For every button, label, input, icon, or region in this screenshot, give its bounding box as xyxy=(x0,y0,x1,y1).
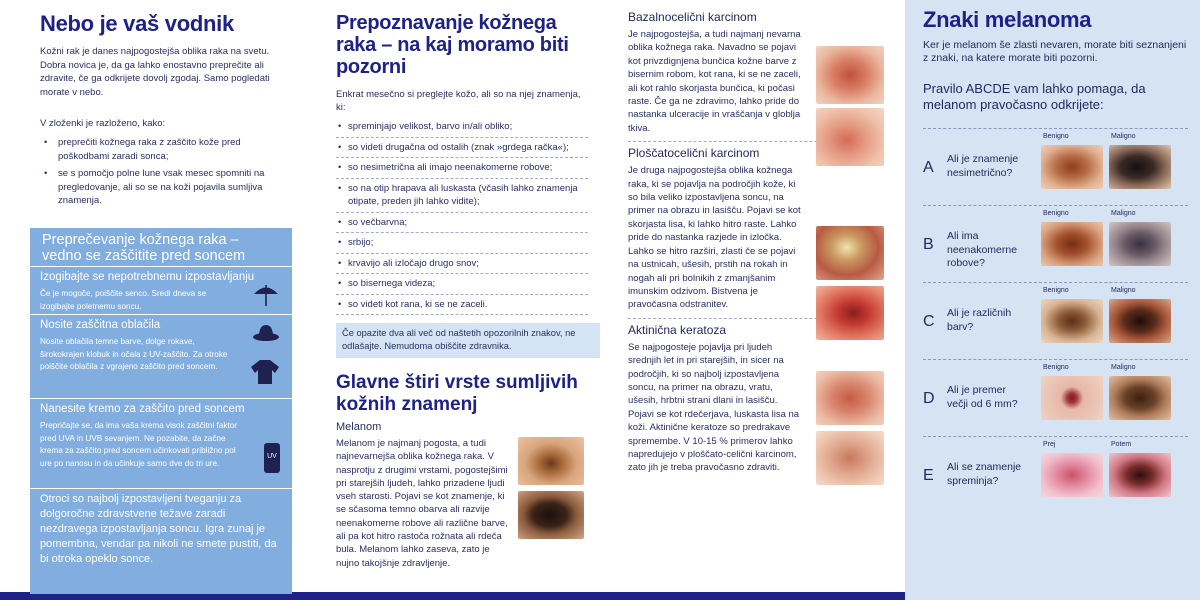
melanoma-title: Melanom xyxy=(336,421,382,433)
melanoma-photo xyxy=(518,491,584,539)
abcde-table xyxy=(923,128,1188,513)
section-title: Bazalnocelični karcinom xyxy=(628,10,757,24)
abcde-letter: B xyxy=(923,236,934,254)
list-item: • so večbarvna; xyxy=(336,213,588,234)
how-text: V zloženki je razloženo, kako: xyxy=(40,118,166,129)
benign-label: Benigno xyxy=(1043,133,1069,141)
prevention-section-sunscreen xyxy=(30,398,292,488)
benign-label: Benigno xyxy=(1043,210,1069,218)
column-melanoma-signs xyxy=(905,0,1200,600)
warning-callout: Če opazite dva ali več od naštetih opozorilnih znakov, ne odlašajte. Nemudoma obiščite zdravnika. xyxy=(336,323,600,358)
section-title: Otroci so najbolj izpostavljeni tveganju za dolgoročne zdravstvene težave zaradi nezdravega izpostavljanja soncu. Igra zunaj je pomembna, vendar pa nikoli ne smete pustiti, da bi otroka opeklo sonce. xyxy=(40,493,277,565)
abcde-question: Ali je znamenje nesimetrično? xyxy=(947,153,1019,179)
melanoma-block xyxy=(336,437,588,570)
before-label: Prej xyxy=(1043,441,1056,449)
melanoma-photo xyxy=(518,437,584,485)
section-title: Aktinična keratoza xyxy=(628,322,727,337)
prevention-section-children xyxy=(30,488,292,578)
abcde-row xyxy=(923,282,1188,359)
malignant-mole-photo xyxy=(1109,376,1171,420)
section-body: Prepričajte se, da ima vaša krema visok zaščitni faktor pred UVA in UVB sevanjem. Ne pozabite, da začne krema za zaščito pred soncem učinkovati približno pol ure po nanosu in da učinkuje samo dve do tri ure. xyxy=(40,421,238,468)
abcde-letter: A xyxy=(923,159,934,177)
malignant-mole-photo xyxy=(1109,145,1171,189)
hat-icon xyxy=(252,321,280,343)
page-title: Nebo je vaš vodnik xyxy=(40,11,234,36)
list-item: • so na otip hrapava ali luskasta (včasih lahko znamenja otipate, preden jih lahko vidite); xyxy=(336,179,588,213)
section-title: Nanesite kremo za zaščito pred soncem xyxy=(40,403,245,415)
malignant-mole-photo xyxy=(1109,299,1171,343)
section-text: Je druga najpogostejša oblika kožnega raka, ki se pojavlja na področjih kože, ki so bila veliko izpostavljena soncu, na primer na obrazu in lasišču. Pojavi se kot skorjasta lisa, ki lahko hitro raste. Lahko pride do nastanka razjede in izločka. Lahko se hitro razširi, zlasti če se pojavi na ustnicah, ušesih, prstih na rokah in nogah ali pri bolnikih z zmanjšanim imunskim odzivom. Bistvena je pravočasna odstranitev. xyxy=(628,165,801,311)
benign-mole-photo xyxy=(1041,145,1103,189)
malignant-label: Maligno xyxy=(1111,364,1136,372)
after-label: Potem xyxy=(1111,441,1132,449)
abcde-letter: D xyxy=(923,390,935,408)
lead-text: Enkrat mesečno si preglejte kožo, ali so na njej znamenja, ki: xyxy=(336,89,581,113)
section-body: Če je mogoče, poiščite senco. Sredi dneva se izogibajte poletnemu soncu. xyxy=(40,289,207,311)
abcde-rule-text: Pravilo ABCDE vam lahko pomaga, da melanom pravočasno odkrijete: xyxy=(923,81,1146,113)
section-heading: Znaki melanoma xyxy=(923,7,1092,32)
section-title: Izogibajte se nepotrebnemu izpostavljanju xyxy=(40,271,255,283)
abcde-letter: E xyxy=(923,467,934,485)
benign-label: Benigno xyxy=(1043,364,1069,372)
how-list xyxy=(40,136,286,208)
column-recognition xyxy=(304,0,600,600)
list-item: • so bisernega videza; xyxy=(336,274,588,295)
intro-text: Kožni rak je danes najpogostejša oblika raka na svetu. Dobra novica je, da ga lahko enostavno preprečite ali zdravite, če ga odkrijete dovolj zgodaj. Samo pogledati morate v nebo. xyxy=(40,46,270,98)
section-title: Ploščatocelični karcinom xyxy=(628,146,760,161)
prevention-heading: Preprečevanje kožnega raka – vedno se zaščitite pred soncem xyxy=(42,232,246,264)
list-item: • so nesimetrična ali imajo neenakomerne robove; xyxy=(336,158,588,179)
shirt-icon xyxy=(250,359,280,385)
squamous-cell-section xyxy=(628,146,889,311)
sunscreen-icon: UV xyxy=(264,443,280,473)
abcde-row xyxy=(923,359,1188,436)
prevention-box xyxy=(30,228,292,594)
column-carcinomas xyxy=(600,0,905,600)
warning-signs-list xyxy=(336,117,588,315)
lead-text: Ker je melanom še zlasti nevaren, morate biti seznanjeni z znaki, na katere morate biti pozorni. xyxy=(923,39,1187,65)
prevention-section-shade xyxy=(30,266,292,314)
actinic-keratosis-section xyxy=(628,323,889,475)
umbrella-icon xyxy=(252,281,280,307)
malignant-label: Maligno xyxy=(1111,287,1136,295)
malignant-label: Maligno xyxy=(1111,133,1136,141)
malignant-mole-photo xyxy=(1109,222,1171,266)
section-heading: Glavne štiri vrste sumljivih kožnih znamenj xyxy=(336,372,578,415)
actinic-keratosis-photo xyxy=(816,431,884,485)
benign-mole-photo xyxy=(1041,222,1103,266)
prevention-section-clothing xyxy=(30,314,292,398)
basal-cell-section xyxy=(628,10,889,135)
abcde-question: Ali je premer večji od 6 mm? xyxy=(947,384,1018,410)
basal-cell-photo xyxy=(816,46,884,104)
abcde-row xyxy=(923,128,1188,205)
abcde-row xyxy=(923,205,1188,282)
malignant-label: Maligno xyxy=(1111,210,1136,218)
list-item: • srbijo; xyxy=(336,233,588,254)
section-title: Nosite zaščitna oblačila xyxy=(40,319,161,331)
benign-label: Benigno xyxy=(1043,287,1069,295)
before-mole-photo xyxy=(1041,453,1103,497)
benign-mole-photo xyxy=(1041,376,1103,420)
actinic-keratosis-photo xyxy=(816,371,884,425)
list-item: • preprečiti kožnega raka z zaščito kože pred poškodbami zaradi sonca; xyxy=(40,136,286,163)
list-item: • krvavijo ali izločajo drugo snov; xyxy=(336,254,588,275)
section-body: Nosite oblačila temne barve, dolge rokave, širokokrajen klobuk in očala z UV-zaščito. Za otroke poiščite oblačila z vgrajeno zaščito pred soncem. xyxy=(40,337,228,371)
section-text: Je najpogostejša, a tudi najmanj nevarna oblika kožnega raka. Navadno se pojavi kot privzdignjena bunčica kožne barve z bisernim robom, kot rana, ki se ne zaceli, ali kot rahlo skorjasta bunčica, ki počasi raste. Če ga ne zdravimo, lahko pride do nastanka ulceracije in vraščanja v globlja tkiva. xyxy=(628,29,801,134)
list-item: • so videti kot rana, ki se ne zaceli. xyxy=(336,295,588,316)
squamous-cell-photo xyxy=(816,226,884,280)
abcde-question: Ali se znamenje spreminja? xyxy=(947,461,1022,487)
abcde-question: Ali ima neenakomerne robove? xyxy=(947,230,1018,270)
section-text: Se najpogosteje pojavlja pri ljudeh srednjih let in pri starejših, in sicer na področjih, ki so najbolj izpostavljena soncu, na primer na obrazu, vratu, ušesih, hrbtni strani dlani in lasišču. Pojavi se kot rdečerjava, luskasta lisa na koži. Aktinične keratoze so predrakave spremembe. V 10-15 % primerov lahko napredujejo v ploščato-celični karcinom, zato jih je treba pravočasno zdraviti. xyxy=(628,341,800,474)
list-item: • se s pomočjo polne lune vsak mesec spomniti na pregledovanje, ali so se na koži pojavila sumljiva znamenja. xyxy=(40,167,286,208)
benign-mole-photo xyxy=(1041,299,1103,343)
melanoma-text: Melanom je najmanj pogosta, a tudi najnevarnejša oblika kožnega raka. V nasprotju z drugimi vrstami, pogostejšimi pri starejših ljudeh, lahko prizadene ljudi vseh starosti. Pojavi se kot znamenje, ki se sčasoma temno obarva ali razvije neenakomerne robove ali različne barve, ali pa kot hitro rastoča rožnata ali rdeča bula. Melanom lahko zaseva, zato je nujno takojšnje zdravljenje. xyxy=(336,438,508,569)
after-mole-photo xyxy=(1109,453,1171,497)
abcde-row xyxy=(923,436,1188,513)
abcde-letter: C xyxy=(923,313,935,331)
abcde-question: Ali je različnih barv? xyxy=(947,307,1012,333)
list-item: • so videti drugačna od ostalih (znak »grdega račka«); xyxy=(336,138,588,159)
list-item: • spreminjajo velikost, barvo in/ali obliko; xyxy=(336,117,588,138)
section-heading: Prepoznavanje kožnega raka – na kaj moramo biti pozorni xyxy=(336,12,569,78)
